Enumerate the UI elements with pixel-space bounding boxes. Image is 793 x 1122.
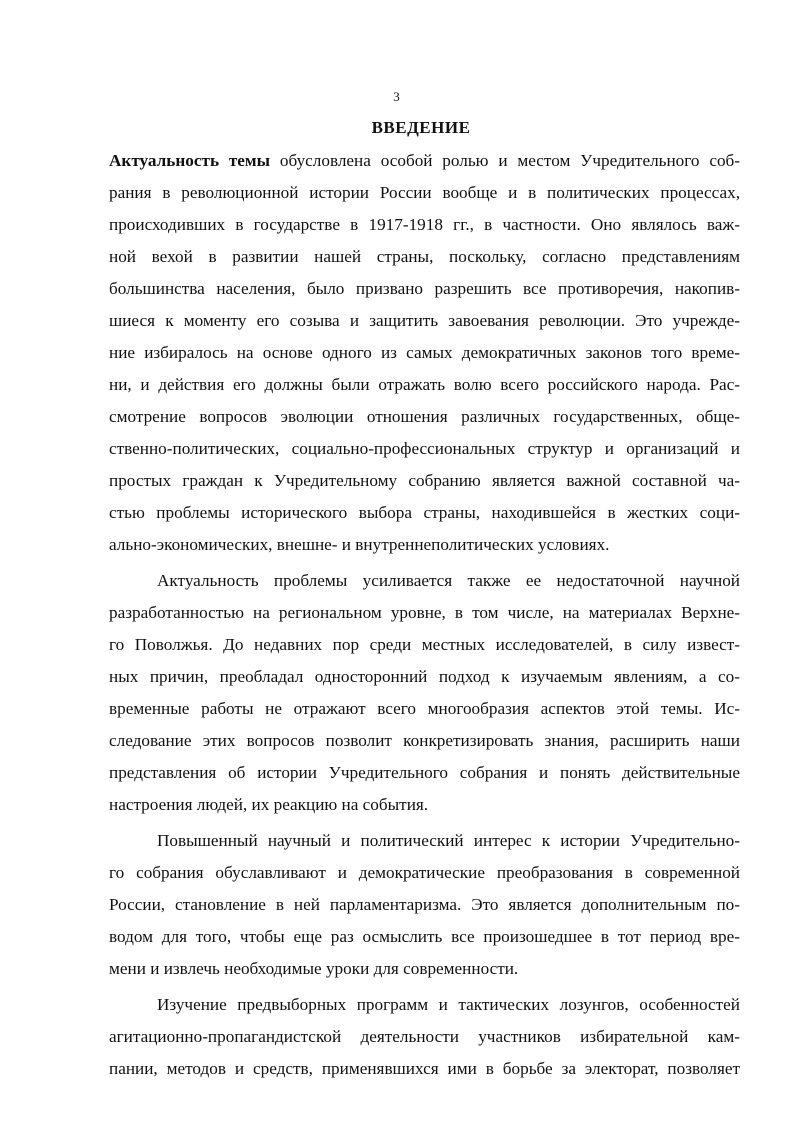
text-line: большинства населения, было призвано разрешить все противоречия, накопив-: [109, 279, 740, 298]
text-line: рания в революционной истории России вообще и в политических процессах,: [109, 183, 740, 202]
text-line: Актуальность проблемы усиливается также ее недостаточной научной: [157, 571, 740, 590]
text-line: происходивших в государстве в 1917-1918 гг., в частности. Оно являлось важ-: [109, 215, 740, 234]
text-line: настроения людей, их реакцию на события.: [109, 795, 429, 814]
page-number: 3: [393, 89, 400, 104]
page-title: ВВЕДЕНИЕ: [371, 118, 471, 137]
text-line: Изучение предвыборных программ и тактических лозунгов, особенностей: [157, 995, 740, 1014]
text-line: стью проблемы исторического выбора страны, находившейся в жестких соци-: [109, 503, 740, 522]
text-line: ально-экономических, внешне- и внутреннеполитических условиях.: [109, 535, 610, 554]
text-line: ной вехой в развитии нашей страны, поскольку, согласно представлениям: [109, 247, 740, 266]
text-line: представления об истории Учредительного собрания и понять действительные: [109, 763, 740, 782]
text-line: смотрение вопросов эволюции отношения различных государственных, обще-: [109, 407, 740, 426]
text-line: ственно-политических, социально-профессиональных структур и организаций и: [109, 439, 740, 458]
text-line: шиеся к моменту его созыва и защитить завоевания революции. Это учрежде-: [109, 311, 740, 330]
text-line: следование этих вопросов позволит конкретизировать знания, расширить наши: [109, 731, 740, 750]
text-line: го собрания обуславливают и демократические преобразования в современной: [109, 863, 740, 882]
text-line: ни, и действия его должны были отражать волю всего российского народа. Рас-: [109, 375, 740, 394]
text-line: ных причин, преобладал односторонний подход к изучаемым явлениям, а со-: [109, 667, 740, 686]
text-line: агитационно-пропагандистской деятельности участников избирательной кам-: [109, 1027, 740, 1046]
text-line: Повышенный научный и политический интерес к истории Учредительно-: [157, 831, 740, 850]
text-line: ние избиралось на основе одного из самых демократичных законов того време-: [109, 343, 740, 362]
text-line: пании, методов и средств, применявшихся ими в борьбе за электорат, позволяет: [109, 1059, 740, 1078]
text-line: временные работы не отражают всего многообразия аспектов этой темы. Ис-: [109, 699, 740, 718]
text-line: России, становление в ней парламентаризма. Это является дополнительным по-: [109, 895, 740, 914]
lead-phrase: Актуальность темы: [109, 151, 271, 170]
text-line: Актуальность темы обусловлена особой ролью и местом Учредительного соб-: [109, 151, 741, 170]
text-line: разработанностью на региональном уровне, в том числе, на материалах Верхне-: [109, 603, 740, 622]
text-line: мени и извлечь необходимые уроки для современности.: [109, 959, 519, 978]
text-line: го Поволжья. До недавних пор среди местных исследователей, в силу извест-: [109, 635, 740, 654]
text-line: водом для того, чтобы еще раз осмыслить все произошедшее в тот период вре-: [109, 927, 740, 946]
text-line: простых граждан к Учредительному собранию является важной составной ча-: [109, 471, 740, 490]
